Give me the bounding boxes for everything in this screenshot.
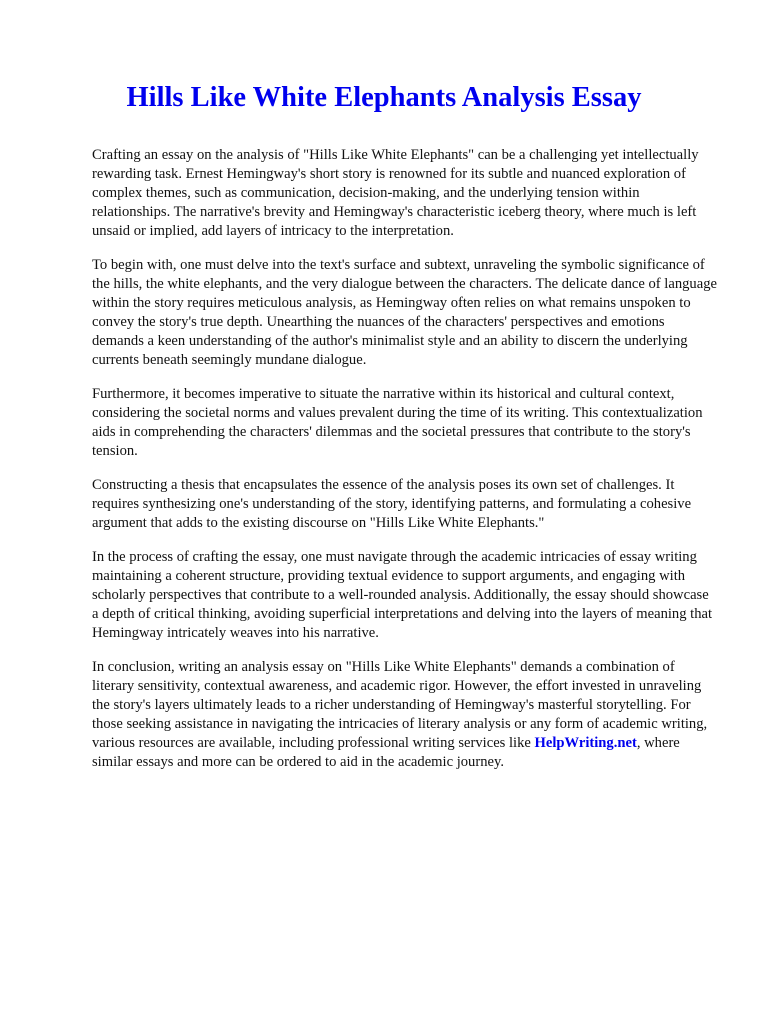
- paragraph-subtext: To begin with, one must delve into the text's surface and subtext, unraveling the symbolic significance of the hills, the white elephants, and the very dialogue between the characters. The delicate dance of language within the story requires meticulous analysis, as Hemingway often relies on what remains unspoken to convey the story's true depth. Unearthing the nuances of the characters' perspectives and emotions demands a keen understanding of the author's minimalist style and an ability to discern the underlying currents beneath seemingly mundane dialogue.: [92, 257, 717, 368]
- conclusion-text: In conclusion, writing an analysis essay on "Hills Like White Elephants" demands a combination of literary sensitivity, contextual awareness, and academic rigor. However, the effort invested in unraveling the story's layers ultimately leads to a richer understanding of Hemingway's masterful storytelling. For those seeking assistance in navigating the intricacies of literary analysis or any form of academic writing, various resources are available, including professional writing services like: [92, 659, 708, 751]
- conclusion-tail: , where similar essays and more can be ordered to aid in the academic journey.: [92, 735, 680, 770]
- paragraph-context: Furthermore, it becomes imperative to situate the narrative within its historical and cultural context, considering the societal norms and values prevalent during the time of its writing. This contextualization aids in comprehending the characters' dilemmas and the societal pressures that contribute to the story's tension.: [92, 386, 703, 459]
- paragraph-conclusion: [92, 658, 717, 772]
- paragraph-intro: Crafting an essay on the analysis of "Hills Like White Elephants" can be a challenging yet intellectually rewarding task. Ernest Hemingway's short story is renowned for its subtle and nuanced exploration of complex themes, such as communication, decision-making, and the underlying tension within relationships. The narrative's brevity and Hemingway's characteristic iceberg theory, where much is left unsaid or implied, add layers of intricacy to the interpretation.: [92, 147, 699, 239]
- page-title: Hills Like White Elephants Analysis Essay: [126, 82, 642, 113]
- paragraph-process: In the process of crafting the essay, one must navigate through the academic intricacies of essay writing maintaining a coherent structure, providing textual evidence to support arguments, and engaging with scholarly perspectives that contribute to a well-rounded analysis. Additionally, the essay should showcase a depth of critical thinking, avoiding superficial interpretations and delving into the layers of meaning that Hemingway intricately weaves into his narrative.: [92, 549, 716, 641]
- paragraph-thesis: Constructing a thesis that encapsulates the essence of the analysis poses its own set of challenges. It requires synthesizing one's understanding of the story, identifying patterns, and formulating a cohesive argument that adds to the existing discourse on "Hills Like White Elephants.": [92, 477, 692, 531]
- helpwriting-link[interactable]: HelpWriting.net: [534, 735, 637, 751]
- essay-body: [92, 146, 717, 787]
